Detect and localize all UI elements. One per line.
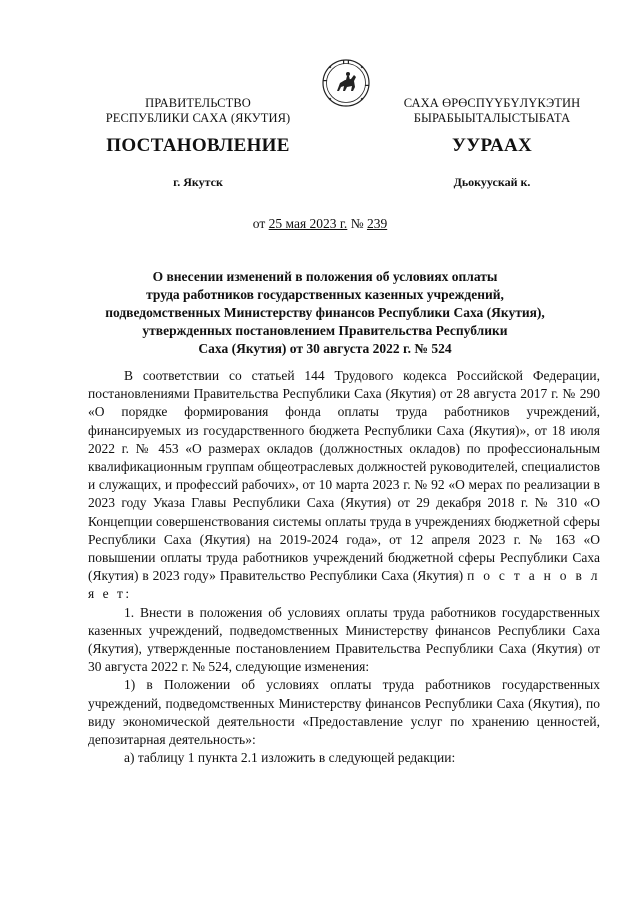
doc-type-ru: ПОСТАНОВЛЕНИЕ: [106, 135, 290, 156]
government-name-sakha: [392, 96, 592, 126]
title-line: О внесении изменений в положения об условиях оплаты: [152, 269, 498, 284]
preamble-paragraph: [88, 367, 600, 604]
document-date-number: [0, 216, 640, 232]
city-sakha: Дьокуускай к.: [453, 175, 531, 189]
title-line: труда работников государственных казенных учреждений,: [146, 287, 504, 302]
government-name-sakha-line1: САХА ӨРӨСПҮҮБҮЛҮКЭТИН: [403, 96, 581, 110]
document-number: 239: [366, 216, 388, 231]
clause-1-paragraph: 1. Внести в положения об условиях оплаты труда работников государственных казенных учреждений, подведомственных Министерству финансов Республики Саха (Якутия), утвержденные постановлением Правительства Республики Саха (Якутия) от 30 августа 2022 г. № 524, следующие изменения:: [88, 604, 600, 675]
doc-type-sakha: УУРААХ: [451, 135, 533, 156]
date-prefix: от: [252, 216, 269, 231]
title-line: утвержденных постановлением Правительства Республики: [142, 323, 508, 338]
document-body: [88, 367, 600, 767]
number-prefix: №: [347, 216, 367, 231]
city-ru: г. Якутск: [173, 175, 223, 189]
government-name-ru-line2: РЕСПУБЛИКИ САХА (ЯКУТИЯ): [105, 111, 291, 125]
title-line: подведомственных Министерству финансов Республики Саха (Якутия),: [105, 305, 545, 320]
coat-of-arms-emblem: [321, 58, 371, 108]
title-line: Саха (Якутия) от 30 августа 2022 г. № 524: [198, 341, 452, 356]
government-name-ru-line1: ПРАВИТЕЛЬСТВО: [145, 96, 251, 110]
document-title: [80, 268, 570, 358]
decree-word: п о с т а н о в л я е т:: [88, 568, 600, 602]
subclause-1-paragraph: 1) в Положении об условиях оплаты труда работников государственных учреждений, подведомственных Министерству финансов Республики Саха (Якутия), по виду экономической деятельности «Предоставление услуг по хранению ценностей, депозитарная деятельность»:: [88, 677, 600, 748]
government-name-ru: [98, 96, 298, 126]
preamble-text: В соответствии со статьей 144 Трудового кодекса Российской Федерации, постановлениями Правительства Республики Саха (Якутия) от 28 августа 2017 г. № 290 «О порядке формирования фонда оплаты труда работников учреждений, финансируемых из государственного бюджета Республики Саха (Якутия)», от 18 июля 2022 г. № 453 «О размерах окладов (должностных окладов) по профессиональным квалификационным группам общеотраслевых должностей руководителей, специалистов и служащих, и профессий рабочих», от 10 марта 2023 г. № 92 «О мерах по реализации в 2023 году Указа Главы Республики Саха (Якутия) от 29 декабря 2018 г. № 310 «О Концепции совершенствования системы оплаты труда в учреждениях бюджетной сферы Республики Саха (Якутия) на 2019-2024 года», от 12 апреля 2023 г. № 163 «О повышении оплаты труда работников учреждений бюджетной сферы Республики Саха (Якутия) в 2023 году» Правительство Республики Саха (Якутия): [88, 368, 600, 584]
document-date: 25 мая 2023 г.: [268, 216, 348, 231]
government-name-sakha-line2: БЫРАБЫЫТАЛЫСТЫБАТА: [413, 111, 571, 125]
subclause-a-paragraph: а) таблицу 1 пункта 2.1 изложить в следующей редакции:: [124, 750, 456, 766]
